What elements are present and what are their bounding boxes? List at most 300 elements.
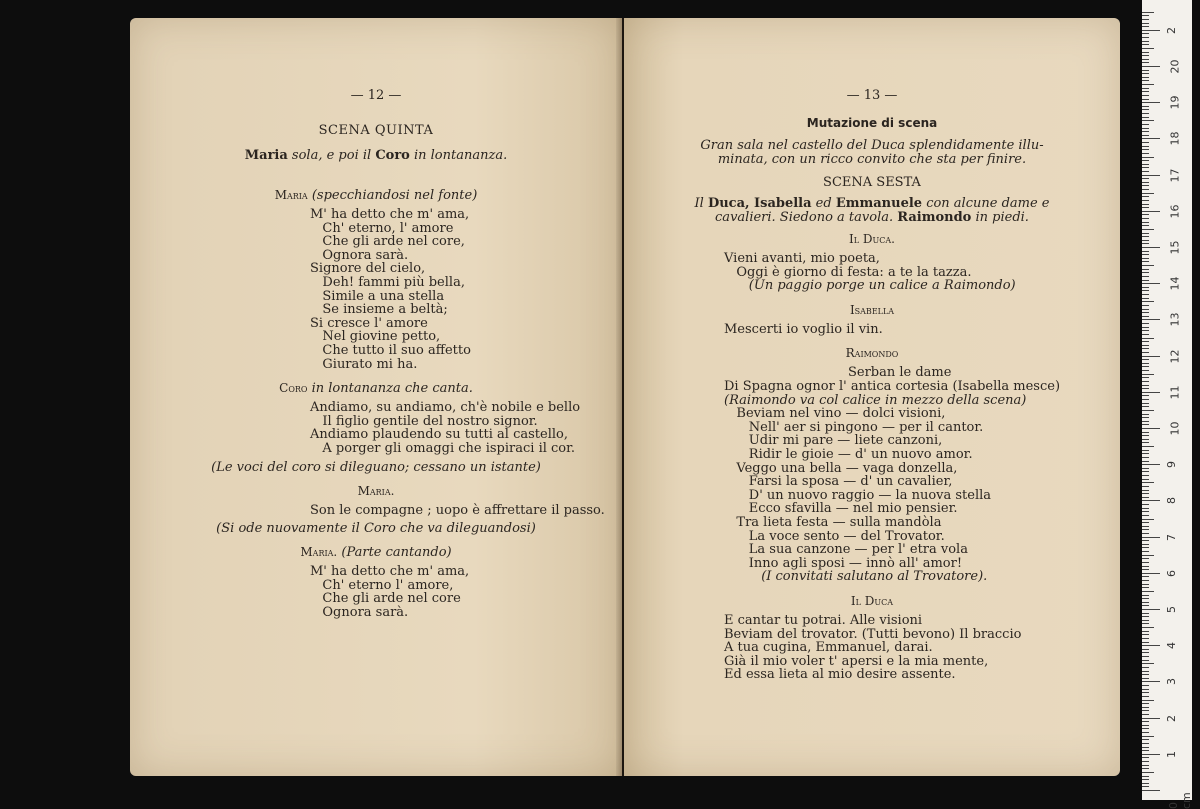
- ruler-tick: [1142, 453, 1149, 454]
- ruler-tick: [1142, 754, 1160, 755]
- ruler-tick: [1142, 135, 1149, 136]
- ruler-tick: [1142, 48, 1154, 49]
- left-scene-cast: [130, 148, 622, 163]
- ruler-tick: [1142, 620, 1149, 621]
- verse-line: Serban le dame: [724, 365, 952, 381]
- speaker-line: [130, 188, 622, 203]
- ruler-tick: [1142, 424, 1149, 425]
- ruler-tick: [1142, 783, 1149, 784]
- ruler-tick: [1142, 642, 1149, 643]
- ruler-tick: [1142, 309, 1149, 310]
- ruler-tick: [1142, 157, 1154, 158]
- ruler-tick: [1142, 200, 1149, 201]
- text-run: sola, e poi il: [287, 148, 376, 163]
- right-heading: Mutazione di scena: [806, 116, 938, 130]
- ruler-tick: [1142, 283, 1160, 284]
- ruler-tick: [1142, 131, 1149, 132]
- right-page: [624, 18, 1120, 776]
- ruler-tick: [1142, 555, 1154, 556]
- ruler-tick: [1142, 718, 1160, 719]
- ruler-tick: [1142, 493, 1149, 494]
- ruler-tick: [1142, 12, 1154, 13]
- text-run: Duca, Isabella: [707, 196, 812, 211]
- ruler-tick: [1142, 562, 1149, 563]
- ruler-tick: [1142, 62, 1149, 63]
- ruler-tick: [1142, 721, 1149, 722]
- verse-line: Che tutto il suo affetto: [310, 343, 471, 358]
- ruler-tick: [1142, 703, 1149, 704]
- ruler-tick: [1142, 124, 1149, 125]
- verse-line: D' un nuovo raggio — la nuova stella: [724, 487, 992, 503]
- ruler-tick: [1142, 410, 1154, 411]
- ruler-tick: [1142, 374, 1154, 375]
- ruler-tick: [1142, 44, 1149, 45]
- ruler-tick: [1142, 566, 1149, 567]
- ruler-tick: [1142, 327, 1149, 328]
- ruler-tick: [1142, 446, 1154, 447]
- ruler-tick: [1142, 211, 1160, 212]
- ruler-tick: [1142, 547, 1149, 548]
- ruler-tick: [1142, 341, 1149, 342]
- ruler-tick: [1142, 660, 1149, 661]
- ruler-tick: [1142, 305, 1149, 306]
- speaker-line: [624, 303, 1120, 318]
- text-run: Maria.: [300, 545, 338, 560]
- ruler-label: 17: [1168, 168, 1182, 183]
- ruler-tick: [1142, 707, 1149, 708]
- ruler-tick: [1142, 276, 1149, 277]
- speaker-line: [130, 484, 622, 499]
- ruler-tick: [1142, 786, 1149, 787]
- ruler-tick: [1142, 435, 1149, 436]
- ruler-tick: [1142, 52, 1149, 53]
- ruler-tick: [1142, 725, 1149, 726]
- ruler-tick: [1142, 385, 1149, 386]
- ruler-label: 12: [1168, 349, 1182, 364]
- ruler-label: 3: [1165, 678, 1178, 686]
- ruler-tick: [1142, 19, 1149, 20]
- ruler-tick: [1142, 739, 1149, 740]
- ruler-tick: [1142, 461, 1149, 462]
- ruler-tick: [1142, 634, 1149, 635]
- ruler-tick: [1142, 696, 1149, 697]
- verse-line: Veggo una bella — vaga donzella,: [724, 460, 958, 476]
- verse-line: (Raimondo va col calice in mezzo della scena): [724, 392, 1027, 408]
- verse-line: Nel giovine petto,: [310, 329, 441, 345]
- ruler-tick: [1142, 370, 1149, 371]
- verse-line: Farsi la sposa — d' un cavalier,: [724, 474, 953, 490]
- ruler-tick: [1142, 779, 1149, 780]
- ruler-tick: [1142, 736, 1154, 737]
- ruler-tick: [1142, 88, 1149, 89]
- ruler-tick: [1142, 294, 1149, 295]
- ruler-tick: [1142, 106, 1149, 107]
- ruler-tick: [1142, 290, 1149, 291]
- ruler-tick: [1142, 428, 1160, 429]
- ruler-tick: [1142, 743, 1149, 744]
- verse-line: Simile a una stella: [310, 288, 445, 304]
- verse-line: Che gli arde nel core: [310, 591, 461, 607]
- ruler-tick: [1142, 30, 1160, 31]
- ruler-label: 1: [1165, 750, 1178, 758]
- ruler-tick: [1142, 142, 1149, 143]
- text-run: in lontananza che canta.: [307, 381, 473, 397]
- verse-line: A porger gli omaggi che ispiraci il cor.: [310, 441, 576, 456]
- ruler-tick: [1142, 196, 1149, 197]
- ruler-tick: [1142, 207, 1149, 208]
- ruler-tick: [1142, 442, 1149, 443]
- verse-line: Che gli arde nel core,: [310, 234, 465, 250]
- ruler-tick: [1142, 193, 1154, 194]
- ruler-tick: [1142, 356, 1160, 357]
- ruler-tick: [1142, 225, 1149, 226]
- ruler-tick: [1142, 508, 1149, 509]
- ruler-tick: [1142, 334, 1149, 335]
- ruler-label: 20: [1168, 59, 1182, 74]
- ruler-tick: [1142, 497, 1149, 498]
- text-run: Raimondo: [845, 346, 899, 361]
- ruler-tick: [1142, 511, 1149, 512]
- ruler-tick: [1142, 323, 1149, 324]
- ruler-tick: [1142, 117, 1149, 118]
- ruler-label: 7: [1165, 533, 1178, 541]
- ruler-tick: [1142, 551, 1149, 552]
- ruler-tick: [1142, 649, 1149, 650]
- ruler-label: 10: [1168, 421, 1182, 436]
- ruler-label: 0 cm: [1167, 792, 1193, 809]
- ruler-tick: [1142, 700, 1154, 701]
- ruler-tick: [1142, 316, 1149, 317]
- ruler-label: 8: [1165, 497, 1178, 505]
- text-run: Maria: [274, 188, 308, 202]
- ruler-tick: [1142, 243, 1149, 244]
- ruler-tick: [1142, 298, 1149, 299]
- ruler-tick: [1142, 66, 1160, 67]
- text-run: Emmanuele: [835, 196, 923, 211]
- ruler-tick: [1142, 728, 1149, 729]
- ruler-tick: [1142, 109, 1149, 110]
- ruler-tick: [1142, 301, 1154, 302]
- ruler-tick: [1142, 710, 1149, 711]
- ruler-tick: [1142, 500, 1160, 501]
- ruler-tick: [1142, 747, 1149, 748]
- cast-line-2: [624, 210, 1120, 225]
- ruler-tick: [1142, 573, 1160, 574]
- ruler-tick: [1142, 761, 1149, 762]
- measuring-ruler: [1142, 0, 1193, 809]
- ruler-tick: [1142, 395, 1149, 396]
- text-run: (Parte cantando): [337, 545, 452, 561]
- verse-line: Inno agli sposi — innò all' amor!: [724, 555, 963, 571]
- ruler-tick: [1142, 645, 1160, 646]
- verse-line: M' ha detto che m' ama,: [310, 207, 470, 222]
- ruler-tick: [1142, 569, 1149, 570]
- text-run: Il: [694, 196, 708, 211]
- ruler-tick: [1142, 251, 1149, 252]
- speaker-line: [624, 346, 1120, 361]
- ruler-tick: [1142, 120, 1154, 121]
- ruler-tick: [1142, 609, 1160, 610]
- verse-line: Oggi è giorno di festa: a te la tazza.: [724, 264, 972, 280]
- ruler-tick: [1142, 15, 1149, 16]
- ruler-tick: [1142, 265, 1154, 266]
- verse-line: Se insieme a beltà;: [310, 302, 448, 318]
- text-run: (specchiandosi nel fonte): [307, 188, 478, 203]
- text-run: Raimondo: [897, 210, 972, 225]
- cast-line-1: [624, 196, 1120, 211]
- verse-line: Andiamo, su andiamo, ch'è nobile e bello: [310, 400, 581, 416]
- ruler-tick: [1142, 544, 1149, 545]
- ruler-tick: [1142, 403, 1149, 404]
- ruler-tick: [1142, 522, 1149, 523]
- ruler-tick: [1142, 287, 1149, 288]
- ruler-tick: [1142, 757, 1149, 758]
- ruler-tick: [1142, 471, 1149, 472]
- ruler-tick: [1142, 667, 1149, 668]
- ruler-tick: [1142, 348, 1149, 349]
- verse-line: Deh! fammi più bella,: [310, 275, 465, 290]
- verse-line: A tua cugina, Emmanuel, darai.: [724, 640, 933, 656]
- ruler-tick: [1142, 482, 1154, 483]
- ruler-tick: [1142, 613, 1149, 614]
- ruler-tick: [1142, 414, 1149, 415]
- ruler-tick: [1142, 558, 1149, 559]
- ruler-label: 14: [1168, 276, 1182, 291]
- setting-line-2: minata, con un ricco convito che sta per finire.: [717, 152, 1027, 167]
- ruler-tick: [1142, 468, 1149, 469]
- ruler-tick: [1142, 319, 1160, 320]
- ruler-tick: [1142, 222, 1149, 223]
- ruler-tick: [1142, 652, 1149, 653]
- ruler-tick: [1142, 381, 1149, 382]
- open-book: [130, 18, 1120, 776]
- ruler-tick: [1142, 182, 1149, 183]
- stage-direction: (Si ode nuovamente il Coro che va dileguandosi): [216, 521, 536, 537]
- verse-line: (I convitati salutano al Trovatore).: [724, 569, 988, 585]
- verse-line: Andiamo plaudendo su tutti al castello,: [310, 427, 568, 443]
- ruler-tick: [1142, 164, 1149, 165]
- ruler-tick: [1142, 623, 1149, 624]
- ruler-tick: [1142, 236, 1149, 237]
- text-run: Maria: [244, 148, 288, 163]
- ruler-tick: [1142, 345, 1149, 346]
- ruler-tick: [1142, 377, 1149, 378]
- ruler-tick: [1142, 33, 1149, 34]
- speaker-line: [624, 594, 1120, 609]
- ruler-tick: [1142, 504, 1149, 505]
- speaker-line: [130, 381, 622, 396]
- ruler-label: 2: [1165, 26, 1178, 34]
- ruler-tick: [1142, 272, 1149, 273]
- verse-line: Ognora sarà.: [310, 605, 409, 620]
- ruler-tick: [1142, 750, 1149, 751]
- ruler-tick: [1142, 80, 1149, 81]
- verse-line: Il figlio gentile del nostro signor.: [310, 413, 538, 429]
- text-run: cavalieri. Siedono a tavola.: [715, 210, 898, 225]
- ruler-tick: [1142, 537, 1160, 538]
- text-run: in piedi.: [971, 210, 1029, 225]
- ruler-tick: [1142, 167, 1149, 168]
- ruler-tick: [1142, 214, 1149, 215]
- right-page-number: — 13 —: [846, 88, 898, 103]
- speaker-line: [624, 232, 1120, 247]
- ruler-tick: [1142, 689, 1149, 690]
- ruler-tick: [1142, 338, 1154, 339]
- ruler-tick: [1142, 605, 1149, 606]
- ruler-tick: [1142, 685, 1149, 686]
- verse-line: Ecco sfavilla — nel mio pensier.: [724, 501, 958, 517]
- ruler-tick: [1142, 464, 1160, 465]
- ruler-tick: [1142, 77, 1149, 78]
- ruler-label: 6: [1165, 569, 1178, 577]
- verse-line: (Un paggio porge un calice a Raimondo): [724, 278, 1016, 294]
- ruler-tick: [1142, 616, 1149, 617]
- ruler-tick: [1142, 714, 1149, 715]
- ruler-tick: [1142, 417, 1149, 418]
- verse-line: Giurato mi ha.: [310, 356, 418, 372]
- ruler-label: 4: [1165, 642, 1178, 650]
- ruler-tick: [1142, 41, 1149, 42]
- verse-line: Vieni avanti, mio poeta,: [724, 251, 880, 266]
- ruler-tick: [1142, 598, 1149, 599]
- ruler-tick: [1142, 160, 1149, 161]
- text-run: ed: [811, 196, 836, 211]
- verse-line: La voce sento — del Trovator.: [724, 528, 945, 544]
- ruler-tick: [1142, 102, 1160, 103]
- ruler-label: 13: [1168, 312, 1182, 327]
- ruler-tick: [1142, 776, 1149, 777]
- ruler-tick: [1142, 153, 1149, 154]
- verse-line: Udir mi pare — liete canzoni,: [724, 433, 943, 449]
- text-run: Coro: [279, 381, 308, 396]
- ruler-label: 18: [1168, 131, 1182, 146]
- ruler-tick: [1142, 663, 1154, 664]
- ruler-tick: [1142, 280, 1149, 281]
- ruler-tick: [1142, 627, 1154, 628]
- verse-line: Ridir le gioie — d' un nuovo amor.: [724, 447, 973, 462]
- ruler-tick: [1142, 261, 1149, 262]
- ruler-tick: [1142, 37, 1149, 38]
- ruler-label: 5: [1165, 606, 1178, 613]
- ruler-tick: [1142, 113, 1149, 114]
- right-scene-title: SCENA SESTA: [823, 175, 921, 190]
- ruler-tick: [1142, 70, 1149, 71]
- ruler-tick: [1142, 595, 1149, 596]
- ruler-tick: [1142, 533, 1149, 534]
- ruler-tick: [1142, 363, 1149, 364]
- verse-line: Di Spagna ognor l' antica cortesia (Isabella mesce): [724, 379, 1061, 394]
- ruler-tick: [1142, 392, 1160, 393]
- ruler-tick: [1142, 479, 1149, 480]
- text-run: Coro: [375, 148, 410, 163]
- ruler-tick: [1142, 366, 1149, 367]
- ruler-tick: [1142, 457, 1149, 458]
- ruler-tick: [1142, 218, 1149, 219]
- ruler-tick: [1142, 591, 1154, 592]
- ruler-tick: [1142, 486, 1149, 487]
- ruler-tick: [1142, 138, 1160, 139]
- ruler-tick: [1142, 149, 1149, 150]
- ruler-tick: [1142, 519, 1154, 520]
- verse-line: E cantar tu potrai. Alle visioni: [724, 613, 923, 628]
- text-run: con alcune dame e: [922, 196, 1050, 211]
- ruler-tick: [1142, 526, 1149, 527]
- verse-line: Mescerti io voglio il vin.: [724, 321, 883, 337]
- ruler-tick: [1142, 602, 1149, 603]
- ruler-tick: [1142, 732, 1149, 733]
- ruler-tick: [1142, 515, 1149, 516]
- ruler-tick: [1142, 772, 1154, 773]
- ruler-tick: [1142, 359, 1149, 360]
- ruler-tick: [1142, 352, 1149, 353]
- text-run: Il Duca: [850, 594, 894, 608]
- ruler-label: 15: [1168, 240, 1182, 255]
- ruler-tick: [1142, 185, 1149, 186]
- ruler-tick: [1142, 587, 1149, 588]
- text-run: Il Duca.: [849, 232, 895, 246]
- stage-direction: (Le voci del coro si dileguano; cessano un istante): [211, 459, 541, 475]
- ruler-label: 9: [1165, 461, 1178, 469]
- ruler-tick: [1142, 432, 1149, 433]
- ruler-tick: [1142, 674, 1149, 675]
- ruler-tick: [1142, 59, 1149, 60]
- ruler-tick: [1142, 692, 1149, 693]
- verse-line: La sua canzone — per l' etra vola: [724, 542, 968, 558]
- ruler-tick: [1142, 678, 1149, 679]
- ruler-tick: [1142, 73, 1149, 74]
- ruler-tick: [1142, 490, 1149, 491]
- verse-line: Signore del cielo,: [310, 261, 426, 277]
- verse-line: Beviam del trovator. (Tutti bevono) Il braccio: [724, 626, 1022, 642]
- verse-line: Beviam nel vino — dolci visioni,: [724, 406, 946, 422]
- verse-line: Tra lieta festa — sulla mandòla: [724, 515, 942, 530]
- text-run: in lontananza.: [409, 148, 508, 163]
- ruler-tick: [1142, 406, 1149, 407]
- left-page-number: — 12 —: [350, 88, 402, 103]
- ruler-tick: [1142, 247, 1160, 248]
- verse-line: Si cresce l' amore: [310, 315, 428, 331]
- ruler-tick: [1142, 421, 1149, 422]
- ruler-tick: [1142, 240, 1149, 241]
- ruler-label: 16: [1168, 204, 1182, 219]
- left-scene-title: SCENA QUINTA: [318, 123, 434, 138]
- ruler-tick: [1142, 529, 1149, 530]
- ruler-label: 19: [1168, 95, 1182, 110]
- left-page: [130, 18, 622, 776]
- ruler-tick: [1142, 790, 1160, 791]
- ruler-tick: [1142, 631, 1149, 632]
- ruler-tick: [1142, 91, 1149, 92]
- ruler-tick: [1142, 399, 1149, 400]
- ruler-tick: [1142, 765, 1149, 766]
- verse-line: Ch' eterno, l' amore: [310, 220, 454, 236]
- verse-line: Ognora sarà.: [310, 247, 409, 263]
- ruler-tick: [1142, 229, 1154, 230]
- verse-line: Son le compagne ; uopo è affrettare il passo.: [310, 502, 605, 518]
- setting-line-1: Gran sala nel castello del Duca splendidamente illu-: [700, 138, 1044, 153]
- ruler-tick: [1142, 671, 1149, 672]
- verse-line: Ch' eterno l' amore,: [310, 577, 454, 593]
- ruler-tick: [1142, 146, 1149, 147]
- ruler-tick: [1142, 55, 1149, 56]
- ruler-tick: [1142, 656, 1149, 657]
- verse-line: Ed essa lieta al mio desire assente.: [724, 667, 956, 683]
- ruler-tick: [1142, 26, 1149, 27]
- ruler-tick: [1142, 128, 1149, 129]
- ruler-tick: [1142, 638, 1149, 639]
- ruler-tick: [1142, 584, 1149, 585]
- ruler-tick: [1142, 171, 1149, 172]
